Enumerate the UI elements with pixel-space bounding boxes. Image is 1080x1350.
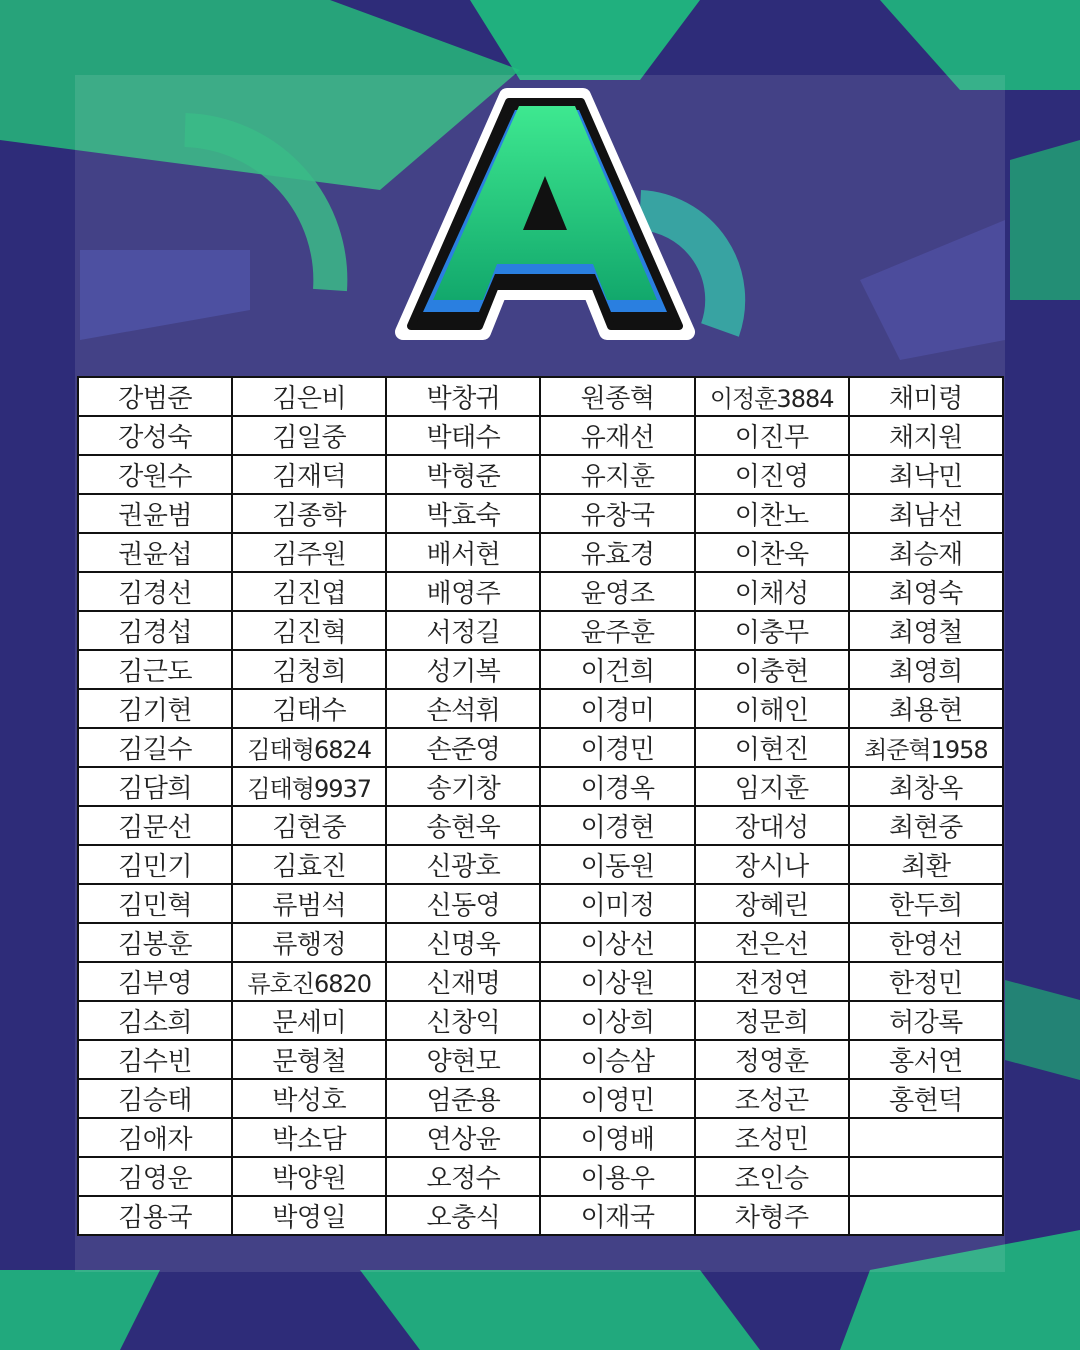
names-table — [77, 376, 1004, 1236]
table-cell: 박영일 — [232, 1196, 386, 1235]
table-cell: 조성민 — [695, 1118, 849, 1157]
table-cell: 윤주훈 — [540, 611, 694, 650]
table-row — [78, 962, 1003, 1001]
table-cell: 차형주 — [695, 1196, 849, 1235]
table-cell — [849, 1157, 1003, 1196]
table-cell — [849, 1118, 1003, 1157]
table-cell: 김애자 — [78, 1118, 232, 1157]
table-cell: 이현진 — [695, 728, 849, 767]
table-row — [78, 377, 1003, 416]
table-cell: 신창익 — [386, 1001, 540, 1040]
table-cell: 박효숙 — [386, 494, 540, 533]
table-cell: 최창옥 — [849, 767, 1003, 806]
table-cell: 김태형9937 — [232, 767, 386, 806]
table-cell: 김진엽 — [232, 572, 386, 611]
table-row — [78, 494, 1003, 533]
table-cell: 신명욱 — [386, 923, 540, 962]
table-cell: 한정민 — [849, 962, 1003, 1001]
table-cell: 유창국 — [540, 494, 694, 533]
table-cell: 김태수 — [232, 689, 386, 728]
table-cell: 김은비 — [232, 377, 386, 416]
table-cell: 장대성 — [695, 806, 849, 845]
table-cell: 류행정 — [232, 923, 386, 962]
table-cell: 박형준 — [386, 455, 540, 494]
table-cell: 한영선 — [849, 923, 1003, 962]
table-cell: 전은선 — [695, 923, 849, 962]
table-cell: 이경미 — [540, 689, 694, 728]
table-cell: 이진영 — [695, 455, 849, 494]
table-cell: 이영배 — [540, 1118, 694, 1157]
table-cell: 신광호 — [386, 845, 540, 884]
table-cell: 김효진 — [232, 845, 386, 884]
table-cell: 조성곤 — [695, 1079, 849, 1118]
table-cell: 김부영 — [78, 962, 232, 1001]
table-cell: 김민혁 — [78, 884, 232, 923]
table-cell: 김용국 — [78, 1196, 232, 1235]
table-row — [78, 455, 1003, 494]
table-cell: 이경현 — [540, 806, 694, 845]
table-cell: 김현중 — [232, 806, 386, 845]
table-cell: 최승재 — [849, 533, 1003, 572]
table-cell: 이진무 — [695, 416, 849, 455]
table-cell: 김청희 — [232, 650, 386, 689]
table-row — [78, 923, 1003, 962]
table-cell: 배영주 — [386, 572, 540, 611]
table-row — [78, 572, 1003, 611]
table-cell: 원종혁 — [540, 377, 694, 416]
table-cell: 이경민 — [540, 728, 694, 767]
table-row — [78, 1118, 1003, 1157]
table-cell: 신동영 — [386, 884, 540, 923]
table-cell: 장혜린 — [695, 884, 849, 923]
table-cell: 최현중 — [849, 806, 1003, 845]
table-row — [78, 689, 1003, 728]
table-cell: 엄준용 — [386, 1079, 540, 1118]
table-cell: 이찬노 — [695, 494, 849, 533]
table-cell: 송기창 — [386, 767, 540, 806]
table-cell: 유효경 — [540, 533, 694, 572]
table-cell: 류범석 — [232, 884, 386, 923]
table-cell: 서정길 — [386, 611, 540, 650]
table-cell: 문형철 — [232, 1040, 386, 1079]
table-cell: 권윤섭 — [78, 533, 232, 572]
table-cell: 양현모 — [386, 1040, 540, 1079]
table-cell: 유지훈 — [540, 455, 694, 494]
table-cell: 이재국 — [540, 1196, 694, 1235]
table-cell: 이상희 — [540, 1001, 694, 1040]
table-cell: 최영숙 — [849, 572, 1003, 611]
table-row — [78, 845, 1003, 884]
table-cell: 송현욱 — [386, 806, 540, 845]
table-cell: 김종학 — [232, 494, 386, 533]
table-cell: 신재명 — [386, 962, 540, 1001]
table-row — [78, 806, 1003, 845]
table-cell: 김경섭 — [78, 611, 232, 650]
table-row — [78, 1196, 1003, 1235]
table-row — [78, 611, 1003, 650]
table-cell: 이정훈3884 — [695, 377, 849, 416]
table-cell: 성기복 — [386, 650, 540, 689]
table-cell: 김봉훈 — [78, 923, 232, 962]
table-cell: 한두희 — [849, 884, 1003, 923]
table-cell: 이용우 — [540, 1157, 694, 1196]
table-cell: 전정연 — [695, 962, 849, 1001]
table-cell: 이영민 — [540, 1079, 694, 1118]
table-cell: 유재선 — [540, 416, 694, 455]
table-cell: 김기현 — [78, 689, 232, 728]
table-cell: 채지원 — [849, 416, 1003, 455]
table-cell: 강성숙 — [78, 416, 232, 455]
table-cell: 최환 — [849, 845, 1003, 884]
table-cell: 이찬욱 — [695, 533, 849, 572]
table-cell: 김영운 — [78, 1157, 232, 1196]
table-row — [78, 1157, 1003, 1196]
table-cell: 윤영조 — [540, 572, 694, 611]
table-cell: 최준혁1958 — [849, 728, 1003, 767]
table-cell: 오충식 — [386, 1196, 540, 1235]
table-cell: 이승삼 — [540, 1040, 694, 1079]
table-cell: 김일중 — [232, 416, 386, 455]
table-cell: 김태형6824 — [232, 728, 386, 767]
table-cell: 권윤범 — [78, 494, 232, 533]
table-cell: 강원수 — [78, 455, 232, 494]
table-cell: 최영철 — [849, 611, 1003, 650]
table-cell: 김문선 — [78, 806, 232, 845]
table-cell: 배서현 — [386, 533, 540, 572]
table-cell: 김근도 — [78, 650, 232, 689]
table-cell: 김재덕 — [232, 455, 386, 494]
table-row — [78, 884, 1003, 923]
table-cell: 김주원 — [232, 533, 386, 572]
table-cell: 최영희 — [849, 650, 1003, 689]
table-cell: 박창귀 — [386, 377, 540, 416]
table-cell: 김경선 — [78, 572, 232, 611]
table-cell: 강범준 — [78, 377, 232, 416]
table-cell: 김소희 — [78, 1001, 232, 1040]
table-row — [78, 1079, 1003, 1118]
table-cell: 김민기 — [78, 845, 232, 884]
table-cell: 박소담 — [232, 1118, 386, 1157]
table-cell: 이경옥 — [540, 767, 694, 806]
table-cell: 이상원 — [540, 962, 694, 1001]
table-row — [78, 1040, 1003, 1079]
table-cell: 이충무 — [695, 611, 849, 650]
table-cell: 이해인 — [695, 689, 849, 728]
table-cell: 오정수 — [386, 1157, 540, 1196]
table-cell: 문세미 — [232, 1001, 386, 1040]
table-cell: 정영훈 — [695, 1040, 849, 1079]
table-cell: 연상윤 — [386, 1118, 540, 1157]
table-cell: 최낙민 — [849, 455, 1003, 494]
table-cell: 이상선 — [540, 923, 694, 962]
table-row — [78, 728, 1003, 767]
table-cell: 손석휘 — [386, 689, 540, 728]
table-row — [78, 1001, 1003, 1040]
table-cell: 정문희 — [695, 1001, 849, 1040]
table-cell: 조인승 — [695, 1157, 849, 1196]
table-cell: 류호진6820 — [232, 962, 386, 1001]
table-cell: 홍현덕 — [849, 1079, 1003, 1118]
table-row — [78, 767, 1003, 806]
table-cell: 장시나 — [695, 845, 849, 884]
table-cell: 허강록 — [849, 1001, 1003, 1040]
table-cell — [849, 1196, 1003, 1235]
table-cell: 임지훈 — [695, 767, 849, 806]
table-cell: 박태수 — [386, 416, 540, 455]
table-row — [78, 650, 1003, 689]
table-cell: 김담희 — [78, 767, 232, 806]
table-cell: 채미령 — [849, 377, 1003, 416]
table-cell: 이충현 — [695, 650, 849, 689]
table-cell: 이미정 — [540, 884, 694, 923]
table-cell: 김진혁 — [232, 611, 386, 650]
table-cell: 김수빈 — [78, 1040, 232, 1079]
table-cell: 홍서연 — [849, 1040, 1003, 1079]
table-cell: 손준영 — [386, 728, 540, 767]
table-cell: 김길수 — [78, 728, 232, 767]
table-row — [78, 533, 1003, 572]
table-cell: 김승태 — [78, 1079, 232, 1118]
table-cell: 박양원 — [232, 1157, 386, 1196]
table-cell: 최남선 — [849, 494, 1003, 533]
table-cell: 이건희 — [540, 650, 694, 689]
table-cell: 이채성 — [695, 572, 849, 611]
table-cell: 최용현 — [849, 689, 1003, 728]
letter-a-badge — [395, 88, 695, 358]
table-cell: 박성호 — [232, 1079, 386, 1118]
table-cell: 이동원 — [540, 845, 694, 884]
names-table-body — [78, 377, 1003, 1235]
table-row — [78, 416, 1003, 455]
